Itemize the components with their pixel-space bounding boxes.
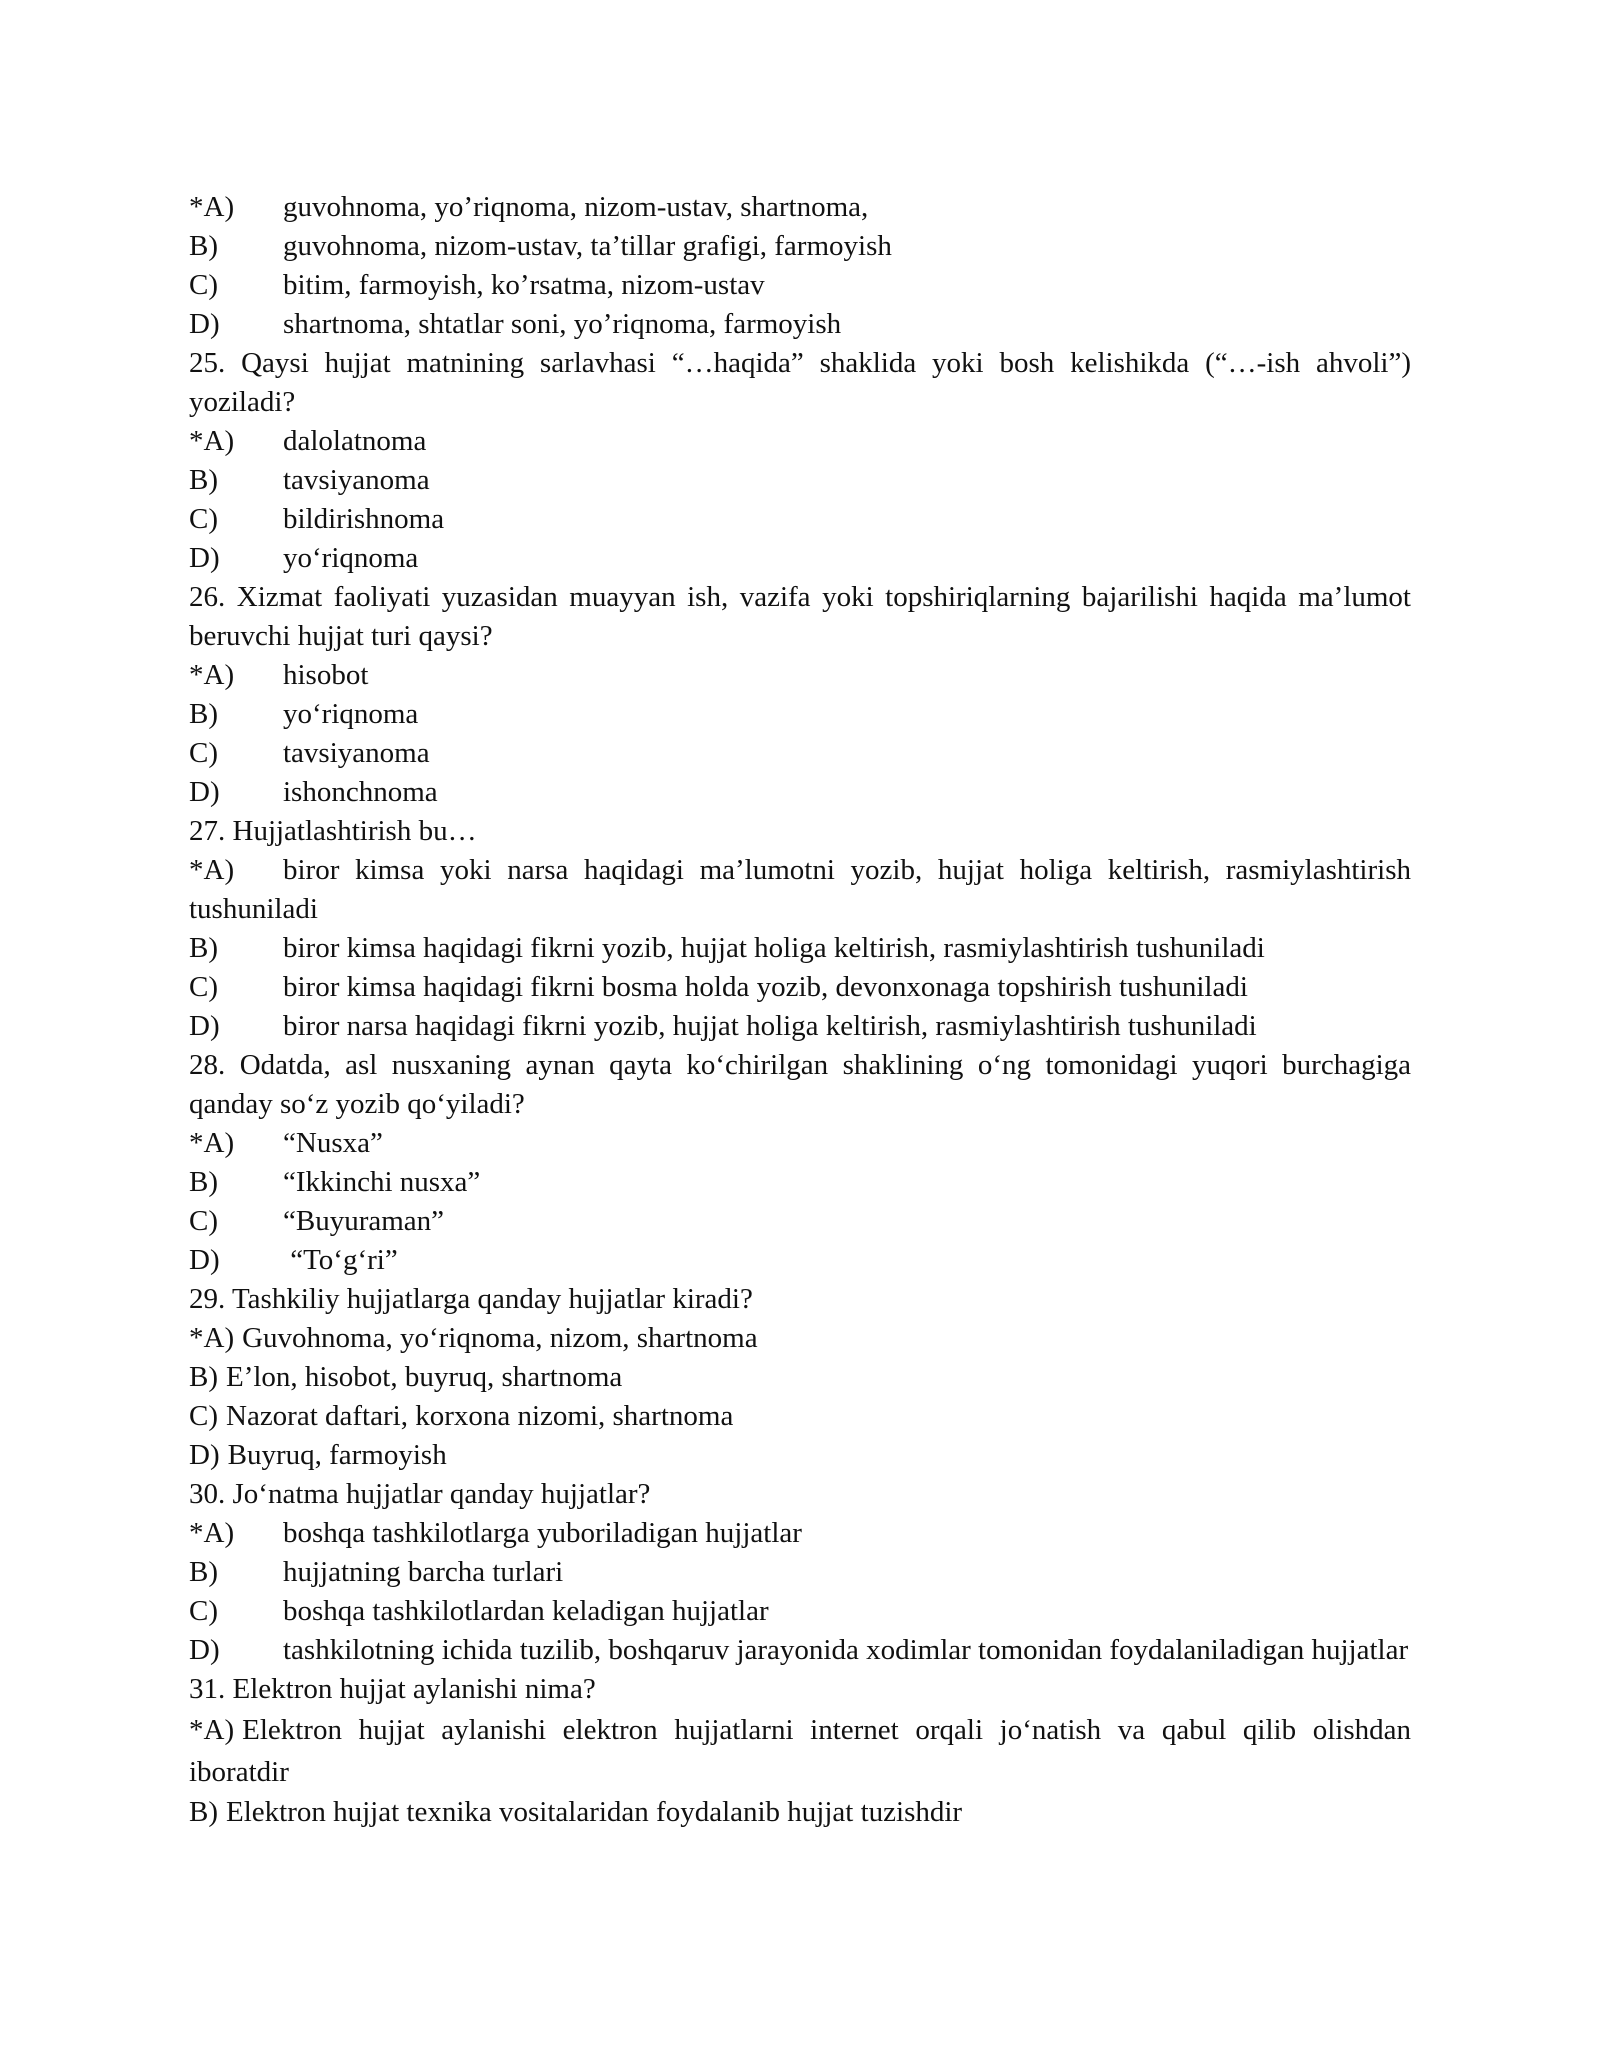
option-text: ishonchnoma <box>283 776 438 808</box>
option-label: B) <box>189 230 218 262</box>
q24-option-c <box>189 266 1411 305</box>
option-label: *A) <box>189 1127 235 1159</box>
document-content <box>189 188 1411 1832</box>
q29-option-b <box>189 1358 1411 1397</box>
q27-option-a <box>189 851 1411 929</box>
option-label: *A) <box>189 854 235 886</box>
option-text: tavsiyanoma <box>283 464 430 496</box>
option-label: B) <box>189 1796 218 1828</box>
option-label: C) <box>189 737 218 769</box>
option-label: D) <box>189 308 220 340</box>
option-text: tashkilotning ichida tuzilib, boshqaruv jarayonida xodimlar tomonidan foydalaniladigan hujjatlar <box>283 1634 1409 1666</box>
option-text: guvohnoma, yo’riqnoma, nizom-ustav, shartnoma, <box>283 191 869 223</box>
option-label: *A) <box>189 659 235 691</box>
q30-option-b <box>189 1553 1411 1592</box>
q25-option-a <box>189 422 1411 461</box>
option-label: *A) <box>189 1517 235 1549</box>
q25-question: 25. Qaysi hujjat matnining sarlavhasi “…haqida” shaklida yoki bosh kelishikda (“…-ish ahvoli”) yoziladi? <box>189 347 1411 418</box>
option-text: biror kimsa haqidagi fikrni bosma holda yozib, devonxonaga topshirish tushuniladi <box>283 971 1248 1003</box>
q29-option-d <box>189 1436 1411 1475</box>
q26-option-a <box>189 656 1411 695</box>
option-label: C) <box>189 269 218 301</box>
q28-option-a <box>189 1124 1411 1163</box>
option-label: *A) <box>189 1322 235 1354</box>
q29-option-a <box>189 1319 1411 1358</box>
q24-option-d <box>189 305 1411 344</box>
option-label: D) <box>189 1244 220 1276</box>
option-text: E’lon, hisobot, buyruq, shartnoma <box>226 1361 623 1393</box>
q31-option-b <box>189 1793 1411 1832</box>
option-text: “Ikkinchi nusxa” <box>283 1166 481 1198</box>
option-text: Nazorat daftari, korxona nizomi, shartnoma <box>226 1400 734 1432</box>
option-label: D) <box>189 1634 220 1666</box>
option-label: B) <box>189 1166 218 1198</box>
option-label: C) <box>189 1400 218 1432</box>
option-text: Elektron hujjat aylanishi elektron hujjatlarni internet orqali jo‘natish va qabul qilib olishdan iboratdir <box>189 1714 1411 1788</box>
option-label: D) <box>189 1010 220 1042</box>
option-label: D) <box>189 542 220 574</box>
q31-option-a <box>189 1709 1411 1793</box>
option-label: C) <box>189 1595 218 1627</box>
option-text: tavsiyanoma <box>283 737 430 769</box>
q29-question: 29. Tashkiliy hujjatlarga qanday hujjatlar kiradi? <box>189 1283 753 1315</box>
q24-option-a <box>189 188 1411 227</box>
option-text: “Buyuraman” <box>283 1205 445 1237</box>
option-label: B) <box>189 698 218 730</box>
q28-option-b <box>189 1163 1411 1202</box>
option-text: hisobot <box>283 659 369 691</box>
q30-option-d <box>189 1631 1411 1670</box>
option-text: Guvohnoma, yo‘riqnoma, nizom, shartnoma <box>242 1322 758 1354</box>
q27-option-b <box>189 929 1411 968</box>
q31-question: 31. Elektron hujjat aylanishi nima? <box>189 1673 596 1705</box>
q26-option-b <box>189 695 1411 734</box>
option-label: B) <box>189 464 218 496</box>
q25-option-c <box>189 500 1411 539</box>
q27-option-c <box>189 968 1411 1007</box>
option-label: *A) <box>189 1714 235 1746</box>
option-label: C) <box>189 503 218 535</box>
q25-option-d <box>189 539 1411 578</box>
q27-question: 27. Hujjatlashtirish bu… <box>189 815 477 847</box>
option-label: C) <box>189 1205 218 1237</box>
option-label: C) <box>189 971 218 1003</box>
q26-question: 26. Xizmat faoliyati yuzasidan muayyan ish, vazifa yoki topshiriqlarning bajarilishi haqida ma’lumot beruvchi hujjat turi qaysi? <box>189 581 1411 652</box>
option-text: yo‘riqnoma <box>283 698 419 730</box>
option-label: B) <box>189 932 218 964</box>
option-text: biror kimsa yoki narsa haqidagi ma’lumotni yozib, hujjat holiga keltirish, rasmiylashtirish tushuniladi <box>189 854 1411 925</box>
q24-option-b <box>189 227 1411 266</box>
option-label: B) <box>189 1556 218 1588</box>
q30-option-c <box>189 1592 1411 1631</box>
option-text: dalolatnoma <box>283 425 427 457</box>
option-text: Elektron hujjat texnika vositalaridan foydalanib hujjat tuzishdir <box>226 1796 963 1828</box>
q26-option-d <box>189 773 1411 812</box>
option-text: hujjatning barcha turlari <box>283 1556 564 1588</box>
option-text: boshqa tashkilotlarga yuboriladigan hujjatlar <box>283 1517 802 1549</box>
q25-option-b <box>189 461 1411 500</box>
option-text: bildirishnoma <box>283 503 445 535</box>
option-text: shartnoma, shtatlar soni, yo’riqnoma, farmoyish <box>283 308 842 340</box>
q28-option-d <box>189 1241 1411 1280</box>
option-text: boshqa tashkilotlardan keladigan hujjatlar <box>283 1595 769 1627</box>
option-text: biror kimsa haqidagi fikrni yozib, hujjat holiga keltirish, rasmiylashtirish tushuniladi <box>283 932 1265 964</box>
q27-option-d <box>189 1007 1411 1046</box>
q28-question: 28. Odatda, asl nusxaning aynan qayta ko‘chirilgan shaklining o‘ng tomonidagi yuqori burchagiga qanday so‘z yozib qo‘yiladi? <box>189 1049 1411 1120</box>
option-text: “To‘g‘ri” <box>283 1244 398 1276</box>
option-text: Buyruq, farmoyish <box>227 1439 447 1471</box>
option-text: yo‘riqnoma <box>283 542 419 574</box>
option-text: biror narsa haqidagi fikrni yozib, hujjat holiga keltirish, rasmiylashtirish tushuniladi <box>283 1010 1257 1042</box>
q30-option-a <box>189 1514 1411 1553</box>
option-label: *A) <box>189 425 235 457</box>
option-text: guvohnoma, nizom-ustav, ta’tillar grafigi, farmoyish <box>283 230 892 262</box>
option-label: B) <box>189 1361 218 1393</box>
q29-option-c <box>189 1397 1411 1436</box>
option-label: D) <box>189 1439 220 1471</box>
q26-option-c <box>189 734 1411 773</box>
option-label: D) <box>189 776 220 808</box>
option-text: “Nusxa” <box>283 1127 383 1159</box>
q28-option-c <box>189 1202 1411 1241</box>
option-label: *A) <box>189 191 235 223</box>
option-text: bitim, farmoyish, ko’rsatma, nizom-ustav <box>283 269 765 301</box>
q30-question: 30. Jo‘natma hujjatlar qanday hujjatlar? <box>189 1478 651 1510</box>
